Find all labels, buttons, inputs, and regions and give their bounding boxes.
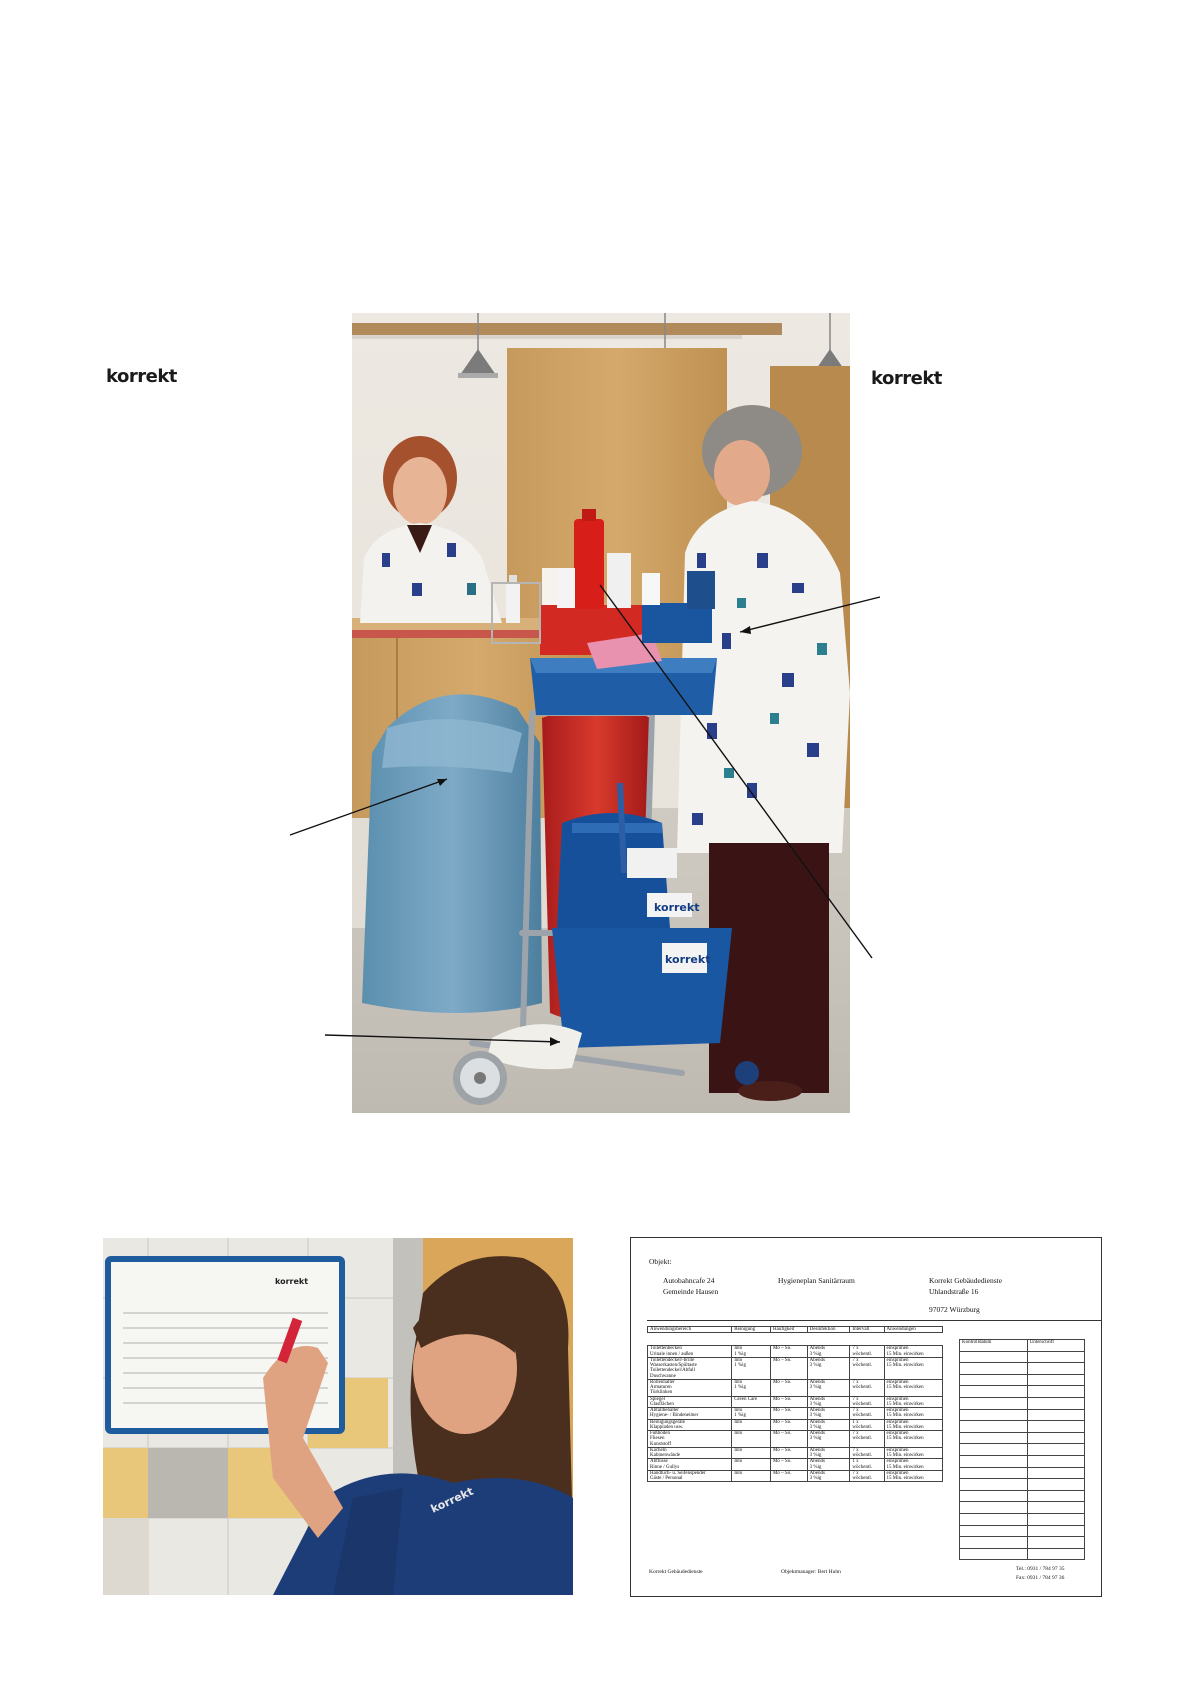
plan-table-cell: Into (732, 1447, 771, 1459)
plan-table-cell: Into 1 %ig (732, 1408, 771, 1420)
control-header-row (960, 1340, 1085, 1352)
woman-with-plan-photo (103, 1238, 573, 1595)
plan-table-cell: Mo – So. (770, 1431, 807, 1448)
plan-table-cell: Abends 3 %ig (807, 1396, 850, 1408)
control-cell (1027, 1548, 1084, 1560)
control-row (960, 1421, 1085, 1433)
plan-table-row (648, 1396, 943, 1408)
plan-address-line2: Gemeinde Hausen (663, 1287, 719, 1296)
control-cell (960, 1467, 1028, 1479)
plan-footer-mid: Objektmanager: Bert Huhn (781, 1569, 841, 1575)
control-cell (960, 1363, 1028, 1375)
cleaning-trolley-illustration (352, 313, 850, 1113)
control-cell (960, 1525, 1028, 1537)
plan-table-row (648, 1379, 943, 1396)
control-row (960, 1467, 1085, 1479)
control-cell (960, 1374, 1028, 1386)
plan-table-cell: einsprühen 15 Min. einwirken (884, 1459, 942, 1471)
plan-table-cell: Abends 3 %ig (807, 1459, 850, 1471)
plan-table-cell: Abfallbehälter Hygiene- / Bindeneimer (648, 1408, 732, 1420)
control-row (960, 1479, 1085, 1491)
plan-table-cell: Rollenhalter Armaturen Türklinken (648, 1379, 732, 1396)
plan-table-cell: Mo – So. (770, 1346, 807, 1358)
plan-header-cell: Häufigkeit (770, 1327, 807, 1333)
control-cell (1027, 1397, 1084, 1409)
plan-table-cell: Reinigungsgeräte Klappladen usw. (648, 1419, 732, 1431)
plan-table-cell: Into 1 %ig (732, 1346, 771, 1358)
plan-table-cell: Fußböden Fliesen Kunststoff (648, 1431, 732, 1448)
plan-table-cell: Abends 3 %ig (807, 1357, 850, 1379)
plan-table-row (648, 1408, 943, 1420)
plan-table-cell: Mo – So. (770, 1459, 807, 1471)
control-row (960, 1537, 1085, 1549)
control-cell (960, 1455, 1028, 1467)
control-cell (960, 1444, 1028, 1456)
control-table (959, 1339, 1085, 1560)
control-row (960, 1351, 1085, 1363)
control-cell (960, 1421, 1028, 1433)
plan-table-cell: einsprühen 15 Min. einwirken (884, 1470, 942, 1482)
control-cell (1027, 1525, 1084, 1537)
control-cell (960, 1490, 1028, 1502)
plan-table-cell: 1 x wöchentl. (850, 1459, 884, 1471)
plan-table-cell: 7 x wöchentl. (850, 1346, 884, 1358)
control-row (960, 1525, 1085, 1537)
plan-header-cell: Anwendungen (884, 1327, 942, 1333)
plan-rule (647, 1320, 1102, 1321)
control-cell (960, 1386, 1028, 1398)
plan-table-cell: Abflüsse Rinne / Gullys (648, 1459, 732, 1471)
control-row (960, 1386, 1085, 1398)
plan-table-cell: 7 x wöchentl. (850, 1357, 884, 1379)
control-row (960, 1363, 1085, 1375)
bucket-logo: korrekt (654, 901, 700, 914)
control-cell (960, 1409, 1028, 1421)
control-row (960, 1455, 1085, 1467)
plan-table-cell: Abends 3 %ig (807, 1419, 850, 1431)
plan-table-cell: Mo – So. (770, 1379, 807, 1396)
control-row (960, 1374, 1085, 1386)
plan-table-cell: Mo – So. (770, 1419, 807, 1431)
plan-table-cell: Abends 3 %ig (807, 1408, 850, 1420)
plan-footer-fax: Fax: 0931 / 784 97 36 (1016, 1575, 1065, 1581)
plan-company-line3: 97072 Würzburg (929, 1305, 980, 1314)
control-cell (960, 1351, 1028, 1363)
plan-table-cell: einsprühen 15 Min. einwirken (884, 1357, 942, 1379)
plan-table-cell: einsprühen 15 Min. einwirken (884, 1379, 942, 1396)
plan-table-cell: Mo – So. (770, 1357, 807, 1379)
plan-table-row (648, 1459, 943, 1471)
control-row (960, 1502, 1085, 1514)
plan-footer-left: Korrekt Gebäudedienste (649, 1569, 703, 1575)
plan-table-cell: einsprühen 15 Min. einwirken (884, 1419, 942, 1431)
control-cell (1027, 1479, 1084, 1491)
control-cell (960, 1479, 1028, 1491)
plan-table-cell: Into (732, 1470, 771, 1482)
plan-company-line2: Uhlandstraße 16 (929, 1287, 979, 1296)
plan-table-cell: Toilettendeckel/-brille Wasserkasten/Spültaste Toilettendeckel/Abfall Duschwanne (648, 1357, 732, 1379)
plan-table-cell: 1 x wöchentl. (850, 1419, 884, 1431)
control-row (960, 1548, 1085, 1560)
control-cell (960, 1513, 1028, 1525)
control-cell (1027, 1455, 1084, 1467)
control-table-body (960, 1351, 1085, 1560)
plan-table-row (648, 1346, 943, 1358)
plan-header-cell: Reinigung (732, 1327, 771, 1333)
plan-table-cell: Into (732, 1431, 771, 1448)
control-cell (1027, 1386, 1084, 1398)
control-header-signature: Unterschrift (1027, 1340, 1084, 1352)
control-cell (960, 1397, 1028, 1409)
plan-address-line1: Autobahncafe 24 (663, 1276, 715, 1285)
plan-table-cell: Abends 3 %ig (807, 1470, 850, 1482)
plan-table-row (648, 1447, 943, 1459)
plan-table-cell: Into (732, 1419, 771, 1431)
control-row (960, 1409, 1085, 1421)
cleaning-trolley-photo (352, 313, 850, 1113)
plan-table-cell: Green Care (732, 1396, 771, 1408)
plan-table-cell: 7 x wöchentl. (850, 1408, 884, 1420)
control-cell (1027, 1409, 1084, 1421)
plan-table-cell: einsprühen 15 Min. einwirken (884, 1396, 942, 1408)
plan-table-cell: Abends 3 %ig (807, 1379, 850, 1396)
control-row (960, 1490, 1085, 1502)
plan-table-cell: Mo – So. (770, 1408, 807, 1420)
plan-table-cell: 7 x wöchentl. (850, 1431, 884, 1448)
plan-table-cell: Mo – So. (770, 1396, 807, 1408)
control-cell (1027, 1537, 1084, 1549)
plan-table-cell: einsprühen 15 Min. einwirken (884, 1346, 942, 1358)
plan-table-row (648, 1357, 943, 1379)
control-cell (1027, 1444, 1084, 1456)
plan-table (647, 1326, 943, 1482)
plan-table-cell: Into 1 %ig (732, 1357, 771, 1379)
plan-footer-tel: Tel.: 0931 / 784 97 35 (1016, 1566, 1065, 1572)
plan-header-cell: Anwendungsbereich (648, 1327, 732, 1333)
plan-table-cell: Abends 3 %ig (807, 1346, 850, 1358)
plan-table-row (648, 1419, 943, 1431)
control-cell (1027, 1490, 1084, 1502)
plan-objekt-label: Objekt: (649, 1257, 672, 1266)
plan-company-line1: Korrekt Gebäudedienste (929, 1276, 1003, 1285)
control-row (960, 1444, 1085, 1456)
control-cell (1027, 1513, 1084, 1525)
control-cell (960, 1502, 1028, 1514)
hygiene-plan-document (630, 1237, 1102, 1597)
plan-table-cell: 7 x wöchentl. (850, 1396, 884, 1408)
control-row (960, 1397, 1085, 1409)
woman-with-plan-illustration (103, 1238, 573, 1595)
plan-table-cell: Mo – So. (770, 1470, 807, 1482)
korrekt-logo-right: korrekt (871, 368, 942, 389)
control-cell (1027, 1351, 1084, 1363)
plan-table-cell: 7 x wöchentl. (850, 1379, 884, 1396)
plan-table-cell: Toilettenbecken Urinale innen / außen (648, 1346, 732, 1358)
plan-table-cell: Mo – So. (770, 1447, 807, 1459)
plan-table-cell: 7 x wöchentl. (850, 1470, 884, 1482)
plan-header-cell: Intervall (850, 1327, 884, 1333)
control-cell (960, 1432, 1028, 1444)
shirt-logo: korrekt (428, 1484, 476, 1516)
plan-table-cell: Spiegel Glasflächen (648, 1396, 732, 1408)
control-cell (1027, 1374, 1084, 1386)
plan-table-row (648, 1470, 943, 1482)
plan-header-cell: Desinfektion (807, 1327, 850, 1333)
control-cell (1027, 1421, 1084, 1433)
korrekt-logo-left: korrekt (106, 366, 177, 387)
plan-table-cell: einsprühen 15 Min. einwirken (884, 1431, 942, 1448)
plan-table-cell: Abends 3 %ig (807, 1447, 850, 1459)
control-cell (960, 1548, 1028, 1560)
plan-table-cell: 7 x wöchentl. (850, 1447, 884, 1459)
plan-table-cell: Abends 3 %ig (807, 1431, 850, 1448)
control-cell (1027, 1467, 1084, 1479)
control-header-date: Kontrolldatum (960, 1340, 1028, 1352)
control-row (960, 1513, 1085, 1525)
plan-table-row (648, 1431, 943, 1448)
plan-table-cell: Into 1 %ig (732, 1379, 771, 1396)
plan-table-cell: einsprühen 15 Min. einwirken (884, 1447, 942, 1459)
plan-table-cell: einsprühen 15 Min. einwirken (884, 1408, 942, 1420)
plan-title: Hygieneplan Sanitärraum (778, 1276, 855, 1285)
plan-table-cell: Handtuch- u. Seifenspender Gäste / Personal (648, 1470, 732, 1482)
control-row (960, 1432, 1085, 1444)
bucket-logo-2: korrekt (665, 953, 711, 966)
control-cell (1027, 1502, 1084, 1514)
plan-table-cell: Kacheln Kabinenwände (648, 1447, 732, 1459)
clipboard-logo: korrekt (275, 1277, 309, 1286)
control-cell (1027, 1363, 1084, 1375)
control-cell (960, 1537, 1028, 1549)
plan-table-cell: Into (732, 1459, 771, 1471)
plan-table-body (648, 1346, 943, 1482)
control-cell (1027, 1432, 1084, 1444)
